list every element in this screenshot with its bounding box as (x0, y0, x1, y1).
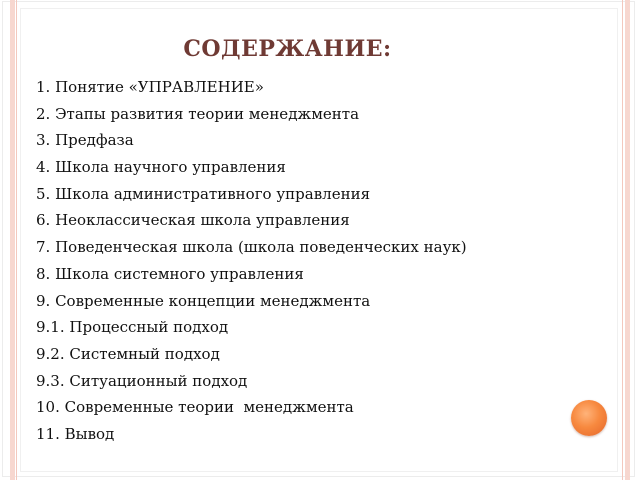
toc-item: 6. Неоклассическая школа управления (36, 211, 350, 230)
right-decorative-line (622, 0, 623, 480)
toc-item: 10. Современные теории менеджмента (36, 398, 354, 417)
slide-title: СОДЕРЖАНИЕ: (183, 36, 392, 62)
toc-item: 9.3. Ситуационный подход (36, 371, 248, 390)
table-of-contents (36, 74, 467, 448)
left-decorative-bar (10, 0, 15, 480)
orange-orb-decoration (571, 400, 607, 436)
toc-item: 1. Понятие «УПРАВЛЕНИЕ» (36, 78, 264, 96)
right-decorative-bar (625, 0, 630, 480)
toc-item: 2. Этапы развития теории менеджмента (36, 104, 360, 123)
left-decorative-line (16, 0, 17, 480)
toc-item: 8. Школа системного управления (36, 264, 304, 283)
toc-item: 5. Школа административного управления (36, 184, 371, 203)
toc-item: 7. Поведенческая школа (школа поведенческих наук) (36, 238, 467, 257)
toc-item: 9. Современные концепции менеджмента (36, 291, 371, 310)
toc-item: 9.1. Процессный подход (36, 318, 229, 337)
toc-item: 4. Школа научного управления (36, 158, 286, 177)
toc-item: 3. Предфаза (36, 131, 134, 150)
toc-item: 11. Вывод (36, 424, 115, 443)
toc-item: 9.2. Системный подход (36, 344, 220, 363)
